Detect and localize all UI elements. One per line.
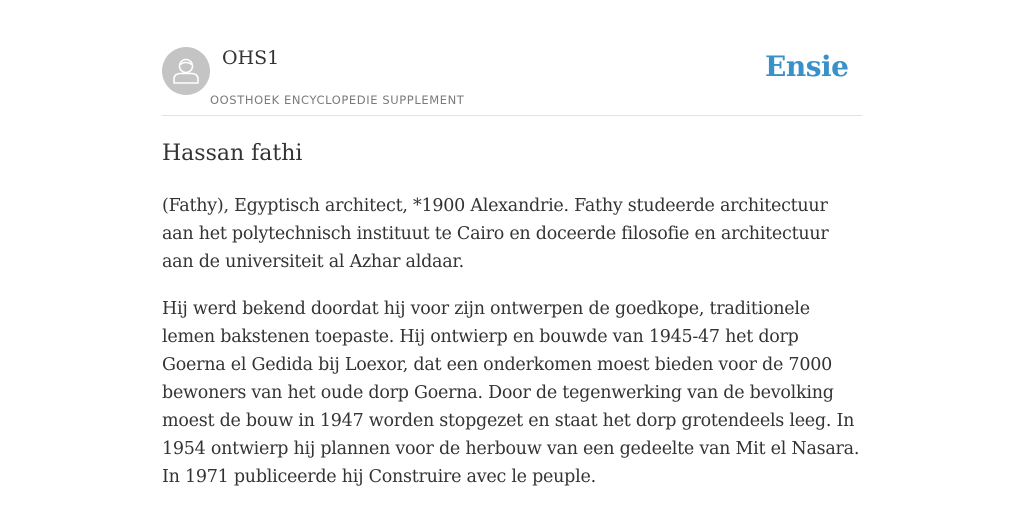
- user-icon: [162, 47, 210, 95]
- article-title: Hassan fathi: [162, 141, 303, 166]
- avatar[interactable]: [162, 47, 210, 95]
- article-body: [162, 192, 862, 491]
- ensie-logo[interactable]: Ensie: [765, 50, 849, 83]
- header-divider: [162, 115, 862, 116]
- source-subtitle[interactable]: OOSTHOEK ENCYCLOPEDIE SUPPLEMENT: [210, 93, 465, 107]
- article-paragraph: Hij werd bekend doordat hij voor zijn ontwerpen de goedkope, traditionele lemen bakstenen toepaste. Hij ontwierp en bouwde van 1945-47 het dorp Goerna el Gedida bij Loexor, dat een onderkomen moest bieden voor de 7000 bewoners van het oude dorp Goerna. Door de tegenwerking van de bevolking moest de bouw in 1947 worden stopgezet en staat het dorp grotendeels leeg. In 1954 ontwierp hij plannen voor de herbouw van een gedeelte van Mit el Nasara. In 1971 publiceerde hij Construire avec le peuple.: [162, 299, 860, 487]
- article-paragraph: (Fathy), Egyptisch architect, *1900 Alexandrie. Fathy studeerde architectuur aan het polytechnisch instituut te Cairo en doceerde filosofie en architectuur aan de universiteit al Azhar aldaar.: [162, 196, 829, 272]
- source-name[interactable]: OHS1: [222, 47, 280, 69]
